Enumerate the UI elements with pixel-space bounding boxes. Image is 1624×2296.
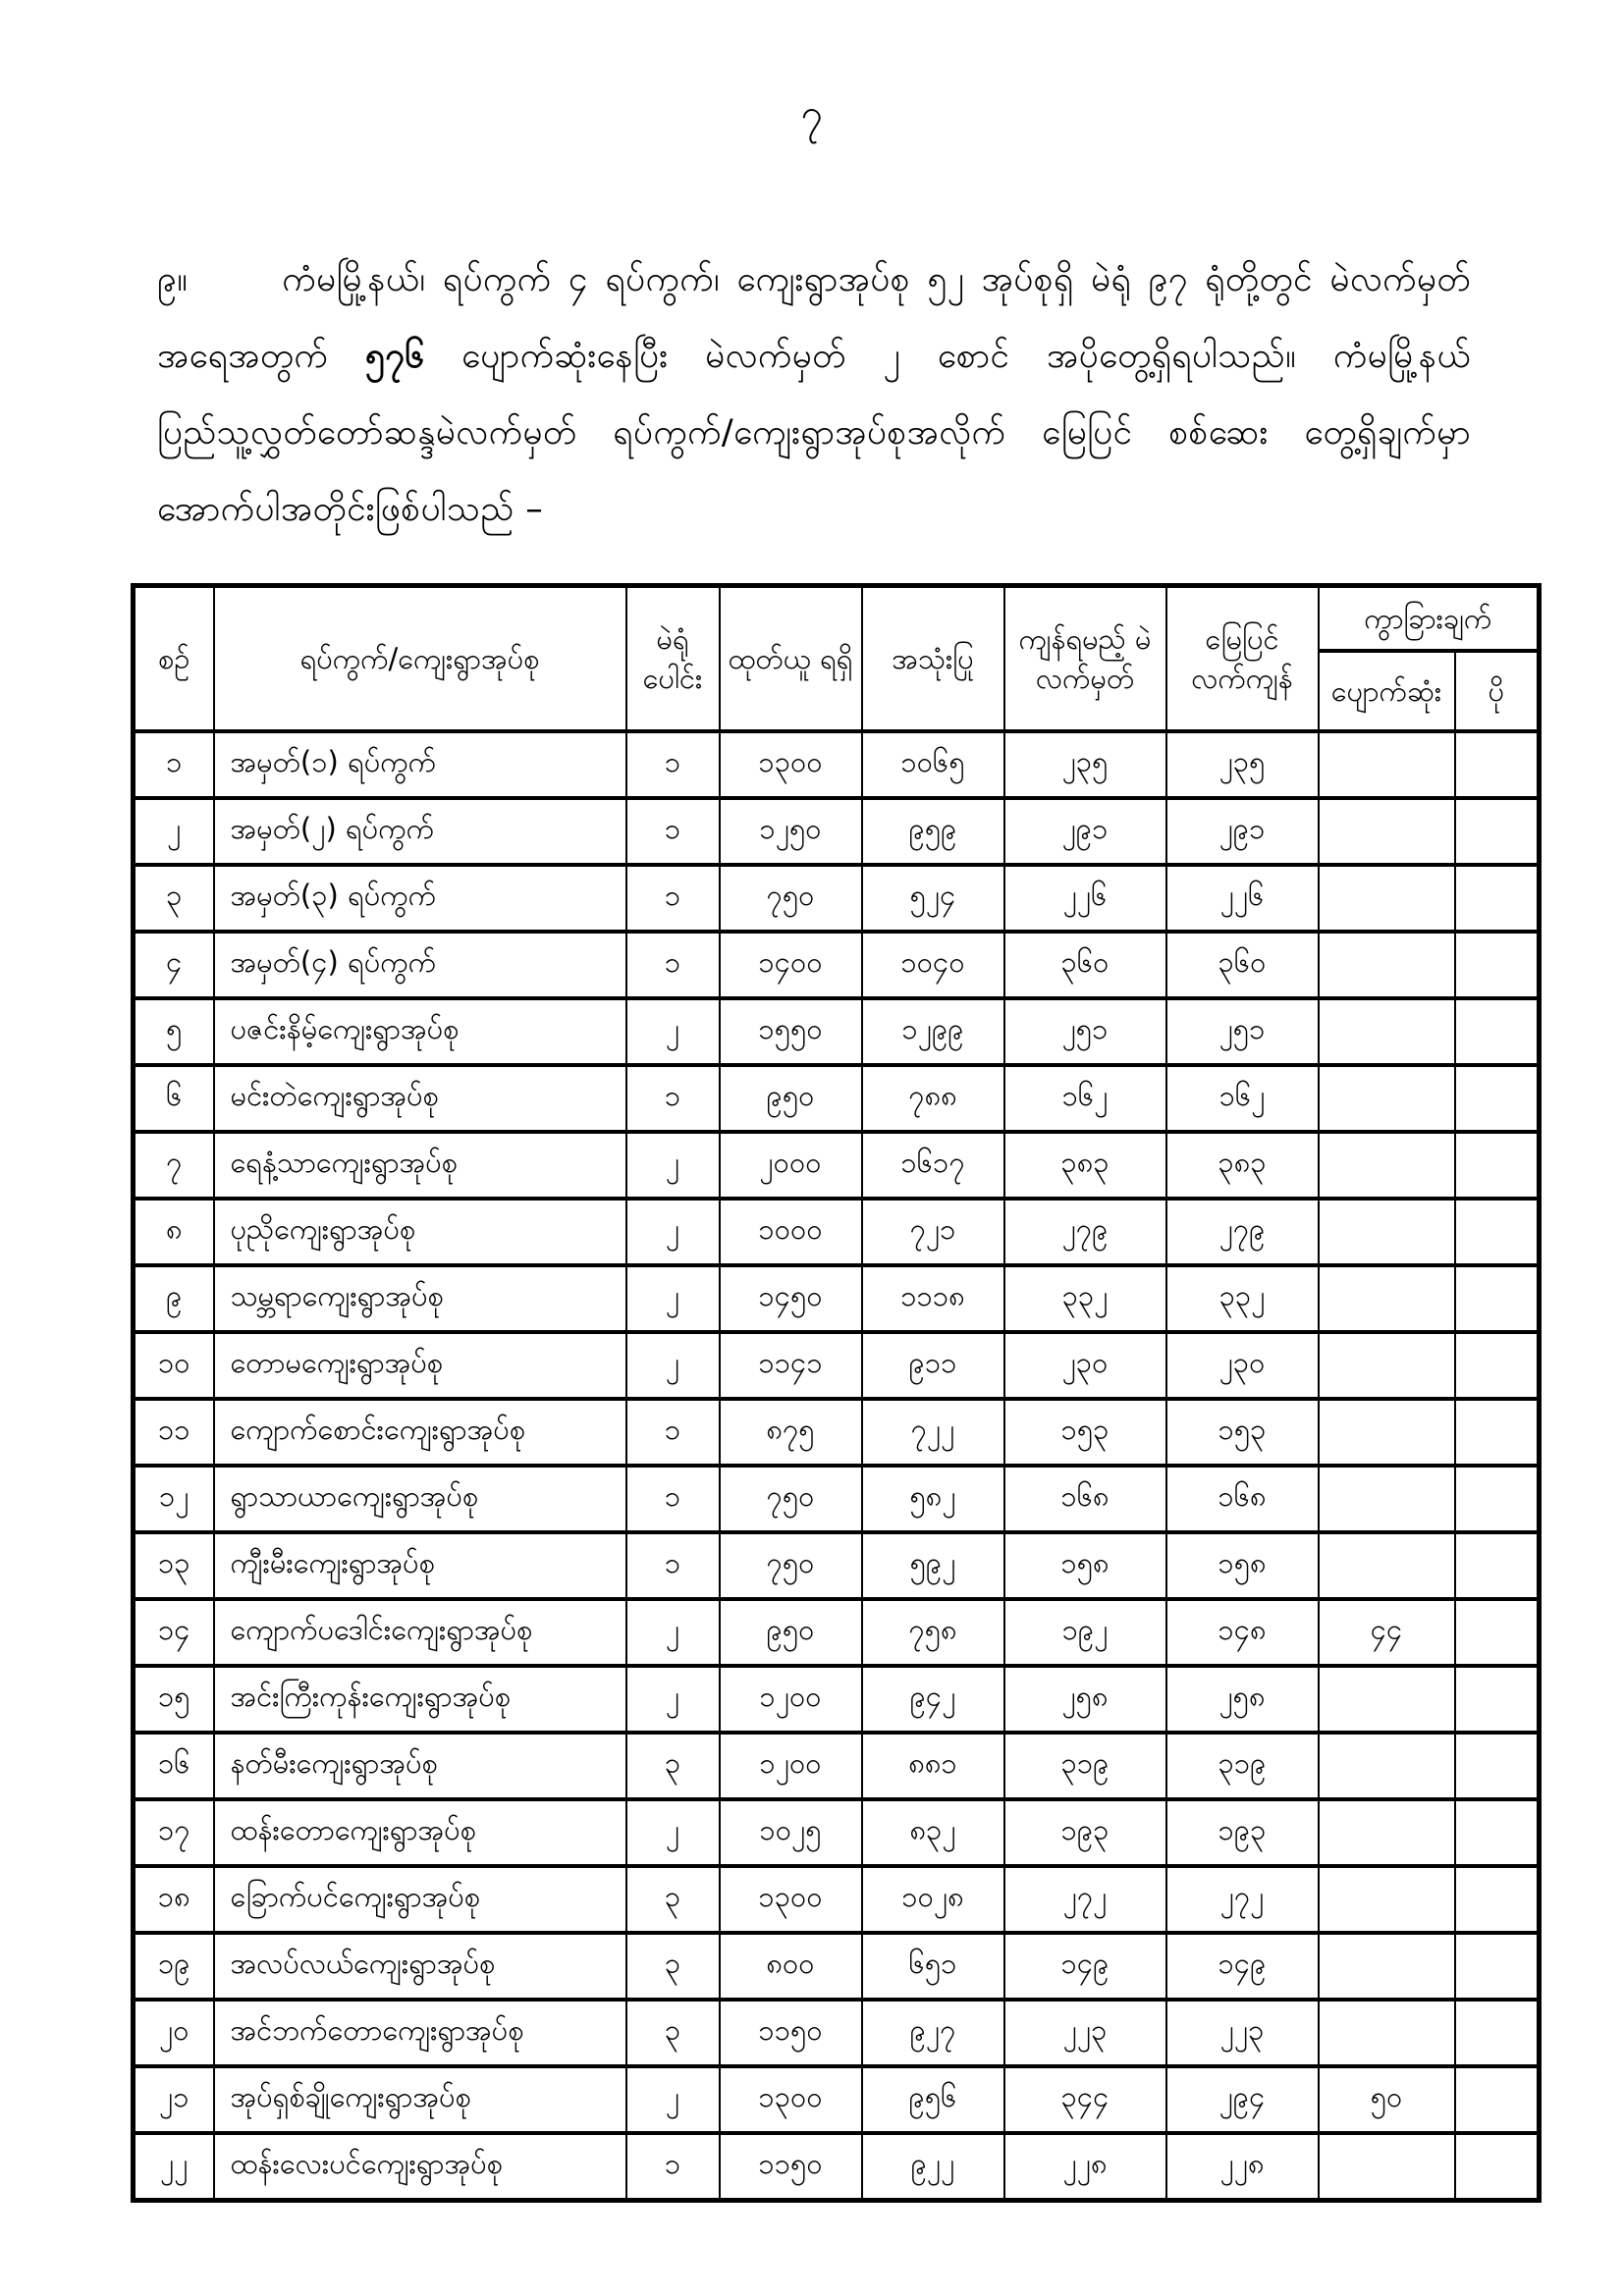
used-cell: ၇၂၂ [862,1399,1004,1466]
onground-cell: ၁၄၉ [1166,1933,1319,2000]
stations-cell: ၃ [626,2000,720,2066]
issued-cell: ၁၀၀၀ [720,1199,862,1265]
used-cell: ၉၅၆ [862,2066,1004,2133]
missing-cell [1319,1666,1455,1733]
name-cell: ရွာသာယာကျေးရွာအုပ်စု [214,1466,626,1532]
expected-cell: ၃၁၉ [1004,1733,1166,1799]
table-row [134,2066,1540,2133]
name-cell: ပုညိုကျေးရွာအုပ်စု [214,1199,626,1265]
extra-cell [1455,1466,1540,1532]
onground-cell: ၂၂၃ [1166,2000,1319,2066]
missing-cell [1319,1466,1455,1532]
name-cell: တောမကျေးရွာအုပ်စု [214,1332,626,1399]
used-cell: ၅၂၄ [862,865,1004,932]
table-row [134,1666,1540,1733]
name-cell: အမှတ်(၁) ရပ်ကွက် [214,731,626,798]
used-cell: ၁၂၉၉ [862,998,1004,1065]
serial-cell: ၁၁ [134,1399,214,1466]
name-cell: ခြောက်ပင်ကျေးရွာအုပ်စု [214,1866,626,1933]
header-difference: ကွာခြားချက် [1319,586,1540,652]
stations-cell: ၂ [626,2066,720,2133]
serial-cell: ၃ [134,865,214,932]
name-cell: အင်းကြီးကုန်းကျေးရွာအုပ်စု [214,1666,626,1733]
table-row [134,865,1540,932]
extra-cell [1455,1866,1540,1933]
issued-cell: ၂၀၀၀ [720,1132,862,1199]
onground-cell: ၂၉၁ [1166,798,1319,865]
extra-cell [1455,2066,1540,2133]
name-cell: ကျီးမီးကျေးရွာအုပ်စု [214,1532,626,1599]
serial-cell: ၁၀ [134,1332,214,1399]
name-cell: အုပ်ရှစ်ချိုကျေးရွာအုပ်စု [214,2066,626,2133]
expected-cell: ၂၉၁ [1004,798,1166,865]
missing-cell [1319,1933,1455,2000]
table-row [134,1799,1540,1866]
issued-cell: ၇၅၀ [720,1532,862,1599]
stations-cell: ၃ [626,1733,720,1799]
missing-cell [1319,1866,1455,1933]
onground-cell: ၁၆၈ [1166,1466,1319,1532]
stations-cell: ၁ [626,798,720,865]
issued-cell: ၁၅၅၀ [720,998,862,1065]
name-cell: အမှတ်(၄) ရပ်ကွက် [214,932,626,998]
extra-cell [1455,1065,1540,1132]
stations-cell: ၁ [626,2133,720,2201]
expected-cell: ၂၃၀ [1004,1332,1166,1399]
expected-cell: ၂၅၁ [1004,998,1166,1065]
stations-cell: ၁ [626,1466,720,1532]
issued-cell: ၁၂၅၀ [720,798,862,865]
serial-cell: ၁၆ [134,1733,214,1799]
onground-cell: ၂၅၈ [1166,1666,1319,1733]
missing-cell [1319,1265,1455,1332]
extra-cell [1455,932,1540,998]
extra-cell [1455,1532,1540,1599]
extra-cell [1455,998,1540,1065]
expected-cell: ၁၆၈ [1004,1466,1166,1532]
table-row [134,1466,1540,1532]
serial-cell: ၈ [134,1199,214,1265]
onground-cell: ၁၉၃ [1166,1799,1319,1866]
extra-cell [1455,1666,1540,1733]
extra-cell [1455,1265,1540,1332]
onground-cell: ၂၃၀ [1166,1332,1319,1399]
issued-cell: ၉၅၀ [720,1065,862,1132]
paragraph-text-before: ကံမမြို့နယ်၊ ရပ်ကွက် ၄ ရပ်ကွက်၊ ကျေးရွာအုပ်စု ၅၂ အုပ်စုရှိ မဲရုံ ၉၇ ရုံတို့တွင် မဲလက်မှတ် အရေအတွက် [157,260,1471,376]
onground-cell: ၁၅၈ [1166,1532,1319,1599]
used-cell: ၁၀၆၅ [862,731,1004,798]
stations-cell: ၁ [626,731,720,798]
table-row [134,1065,1540,1132]
used-cell: ၇၈၈ [862,1065,1004,1132]
name-cell: သမ္ဘရာကျေးရွာအုပ်စု [214,1265,626,1332]
used-cell: ၉၅၉ [862,798,1004,865]
extra-cell [1455,1933,1540,2000]
used-cell: ၁၁၁၈ [862,1265,1004,1332]
stations-cell: ၁ [626,1065,720,1132]
onground-cell: ၂၇၂ [1166,1866,1319,1933]
onground-cell: ၂၂၈ [1166,2133,1319,2201]
missing-cell [1319,1132,1455,1199]
extra-cell [1455,1799,1540,1866]
expected-cell: ၂၇၉ [1004,1199,1166,1265]
used-cell: ၉၂၂ [862,2133,1004,2201]
serial-cell: ၂၁ [134,2066,214,2133]
table-body [134,731,1540,2201]
serial-cell: ၁၄ [134,1599,214,1666]
extra-cell [1455,1733,1540,1799]
serial-cell: ၆ [134,1065,214,1132]
expected-cell: ၂၂၆ [1004,865,1166,932]
serial-cell: ၉ [134,1265,214,1332]
header-ward-name: ရပ်ကွက်/ကျေးရွာအုပ်စု [214,586,626,732]
name-cell: ထန်းတောကျေးရွာအုပ်စု [214,1799,626,1866]
onground-cell: ၁၄၈ [1166,1599,1319,1666]
onground-cell: ၂၂၆ [1166,865,1319,932]
name-cell: မင်းတဲကျေးရွာအုပ်စု [214,1065,626,1132]
missing-cell [1319,2000,1455,2066]
serial-cell: ၄ [134,932,214,998]
onground-cell: ၃၁၉ [1166,1733,1319,1799]
issued-cell: ၉၅၀ [720,1599,862,1666]
onground-cell: ၂၃၅ [1166,731,1319,798]
extra-cell [1455,2133,1540,2201]
used-cell: ၆၅၁ [862,1933,1004,2000]
table-row [134,1733,1540,1799]
onground-cell: ၂၇၉ [1166,1199,1319,1265]
serial-cell: ၁၃ [134,1532,214,1599]
issued-cell: ၁၁၄၁ [720,1332,862,1399]
serial-cell: ၁၅ [134,1666,214,1733]
table-row [134,1199,1540,1265]
stations-cell: ၂ [626,1332,720,1399]
header-extra: ပို [1455,651,1540,731]
expected-cell: ၃၄၄ [1004,2066,1166,2133]
expected-cell: ၁၅၃ [1004,1399,1166,1466]
missing-total-value: ၅၇၆ [364,337,425,376]
issued-cell: ၁၃၀၀ [720,1866,862,1933]
serial-cell: ၂၂ [134,2133,214,2201]
serial-cell: ၁၉ [134,1933,214,2000]
serial-cell: ၂၀ [134,2000,214,2066]
expected-cell: ၂၂၈ [1004,2133,1166,2201]
extra-cell [1455,1132,1540,1199]
used-cell: ၉၁၁ [862,1332,1004,1399]
expected-cell: ၂၃၅ [1004,731,1166,798]
expected-cell: ၁၉၂ [1004,1599,1166,1666]
extra-cell [1455,1399,1540,1466]
expected-cell: ၂၅၈ [1004,1666,1166,1733]
issued-cell: ၁၄၅၀ [720,1265,862,1332]
missing-cell [1319,998,1455,1065]
missing-cell [1319,1532,1455,1599]
table-row [134,1933,1540,2000]
expected-cell: ၁၆၂ [1004,1065,1166,1132]
serial-cell: ၁၈ [134,1866,214,1933]
ballot-summary-table [131,583,1542,2203]
issued-cell: ၁၃၀၀ [720,2066,862,2133]
header-polling-stations: မဲရုံ ပေါင်း [626,586,720,732]
stations-cell: ၂ [626,1799,720,1866]
expected-cell: ၁၉၃ [1004,1799,1166,1866]
table-row [134,1399,1540,1466]
missing-cell [1319,2133,1455,2201]
table-row [134,2133,1540,2201]
stations-cell: ၂ [626,998,720,1065]
issued-cell: ၈၀၀ [720,1933,862,2000]
onground-cell: ၁၅၃ [1166,1399,1319,1466]
expected-cell: ၁၅၈ [1004,1532,1166,1599]
used-cell: ၉၂၇ [862,2000,1004,2066]
expected-cell: ၃၆၀ [1004,932,1166,998]
missing-cell [1319,1399,1455,1466]
serial-cell: ၁၂ [134,1466,214,1532]
expected-cell: ၂၇၂ [1004,1866,1166,1933]
used-cell: ၁၆၁၇ [862,1132,1004,1199]
onground-cell: ၁၆၂ [1166,1065,1319,1132]
missing-cell [1319,731,1455,798]
expected-cell: ၂၂၃ [1004,2000,1166,2066]
expected-cell: ၃၈၃ [1004,1132,1166,1199]
extra-cell [1455,731,1540,798]
missing-cell: ၅၀ [1319,2066,1455,2133]
header-onground-remaining: မြေပြင် လက်ကျန် [1166,586,1319,732]
header-expected-remaining: ကျန်ရမည့် မဲလက်မှတ် [1004,586,1166,732]
page-number: ၇ [800,91,824,136]
name-cell: ကျောက်စောင်းကျေးရွာအုပ်စု [214,1399,626,1466]
onground-cell: ၃၃၂ [1166,1265,1319,1332]
serial-cell: ၁၇ [134,1799,214,1866]
used-cell: ၉၄၂ [862,1666,1004,1733]
missing-cell: ၄၄ [1319,1599,1455,1666]
issued-cell: ၁၄၀၀ [720,932,862,998]
stations-cell: ၃ [626,1866,720,1933]
serial-cell: ၇ [134,1132,214,1199]
extra-cell [1455,1199,1540,1265]
serial-cell: ၂ [134,798,214,865]
table-row [134,1532,1540,1599]
table-row [134,998,1540,1065]
onground-cell: ၃၆၀ [1166,932,1319,998]
used-cell: ၁၀၄၀ [862,932,1004,998]
issued-cell: ၁၂၀၀ [720,1733,862,1799]
header-missing: ပျောက်ဆုံး [1319,651,1455,731]
serial-cell: ၅ [134,998,214,1065]
missing-cell [1319,1332,1455,1399]
stations-cell: ၁ [626,1399,720,1466]
missing-cell [1319,1199,1455,1265]
table-row [134,2000,1540,2066]
missing-cell [1319,798,1455,865]
issued-cell: ၁၃၀၀ [720,731,862,798]
header-serial: စဉ် [134,586,214,732]
stations-cell: ၁ [626,1532,720,1599]
stations-cell: ၁ [626,932,720,998]
name-cell: နတ်မီးကျေးရွာအုပ်စု [214,1733,626,1799]
used-cell: ၇၅၈ [862,1599,1004,1666]
extra-cell [1455,1332,1540,1399]
header-used: အသုံးပြု [862,586,1004,732]
name-cell: အမှတ်(၃) ရပ်ကွက် [214,865,626,932]
name-cell: အလပ်လယ်ကျေးရွာအုပ်စု [214,1933,626,2000]
stations-cell: ၂ [626,1599,720,1666]
expected-cell: ၃၃၂ [1004,1265,1166,1332]
used-cell: ၇၂၁ [862,1199,1004,1265]
stations-cell: ၂ [626,1132,720,1199]
stations-cell: ၃ [626,1933,720,2000]
used-cell: ၈၈၁ [862,1733,1004,1799]
missing-cell [1319,1733,1455,1799]
used-cell: ၅၉၂ [862,1532,1004,1599]
table-row [134,1599,1540,1666]
expected-cell: ၁၄၉ [1004,1933,1166,2000]
stations-cell: ၂ [626,1666,720,1733]
issued-cell: ၁၂၀၀ [720,1666,862,1733]
issued-cell: ၈၇၅ [720,1399,862,1466]
missing-cell [1319,1799,1455,1866]
table-row [134,798,1540,865]
issued-cell: ၁၁၅၀ [720,2133,862,2201]
name-cell: ရေနံ့သာကျေးရွာအုပ်စု [214,1132,626,1199]
used-cell: ၈၃၂ [862,1799,1004,1866]
extra-cell [1455,798,1540,865]
onground-cell: ၃၈၃ [1166,1132,1319,1199]
serial-cell: ၁ [134,731,214,798]
name-cell: အင်ဘက်တောကျေးရွာအုပ်စု [214,2000,626,2066]
name-cell: အမှတ်(၂) ရပ်ကွက် [214,798,626,865]
issued-cell: ၁၀၂၅ [720,1799,862,1866]
onground-cell: ၂၉၄ [1166,2066,1319,2133]
table-row [134,1866,1540,1933]
paragraph-text-after: ပျောက်ဆုံးနေပြီး မဲလက်မှတ် ၂ စောင် အပိုတွေ့ရှိရပါသည်။ ကံမမြို့နယ် ပြည်သူ့လွှတ်တော်ဆန္ဒမဲလက်မှတ် ရပ်ကွက်/ကျေးရွာအုပ်စုအလိုက် မြေပြင် စစ်ဆေး တွေ့ရှိချက်မှာ အောက်ပါအတိုင်းဖြစ်ပါသည် – [157,337,1471,529]
extra-cell [1455,1599,1540,1666]
stations-cell: ၁ [626,865,720,932]
table-row [134,1265,1540,1332]
table-row [134,731,1540,798]
issued-cell: ၇၅၀ [720,865,862,932]
table-row [134,932,1540,998]
stations-cell: ၂ [626,1265,720,1332]
name-cell: ပဇင်းနိမ့်ကျေးရွာအုပ်စု [214,998,626,1065]
paragraph-item-number: ၉။ [157,260,189,299]
name-cell: ထန်းလေးပင်ကျေးရွာအုပ်စု [214,2133,626,2201]
missing-cell [1319,865,1455,932]
table-header [134,586,1540,732]
extra-cell [1455,2000,1540,2066]
used-cell: ၅၈၂ [862,1466,1004,1532]
table-row [134,1332,1540,1399]
used-cell: ၁၀၂၈ [862,1866,1004,1933]
name-cell: ကျောက်ပဒေါင်းကျေးရွာအုပ်စု [214,1599,626,1666]
paragraph [157,241,1471,548]
stations-cell: ၂ [626,1199,720,1265]
issued-cell: ၇၅၀ [720,1466,862,1532]
header-issued: ထုတ်ယူ ရရှိ [720,586,862,732]
missing-cell [1319,932,1455,998]
onground-cell: ၂၅၁ [1166,998,1319,1065]
table-row [134,1132,1540,1199]
issued-cell: ၁၁၅၀ [720,2000,862,2066]
extra-cell [1455,865,1540,932]
missing-cell [1319,1065,1455,1132]
